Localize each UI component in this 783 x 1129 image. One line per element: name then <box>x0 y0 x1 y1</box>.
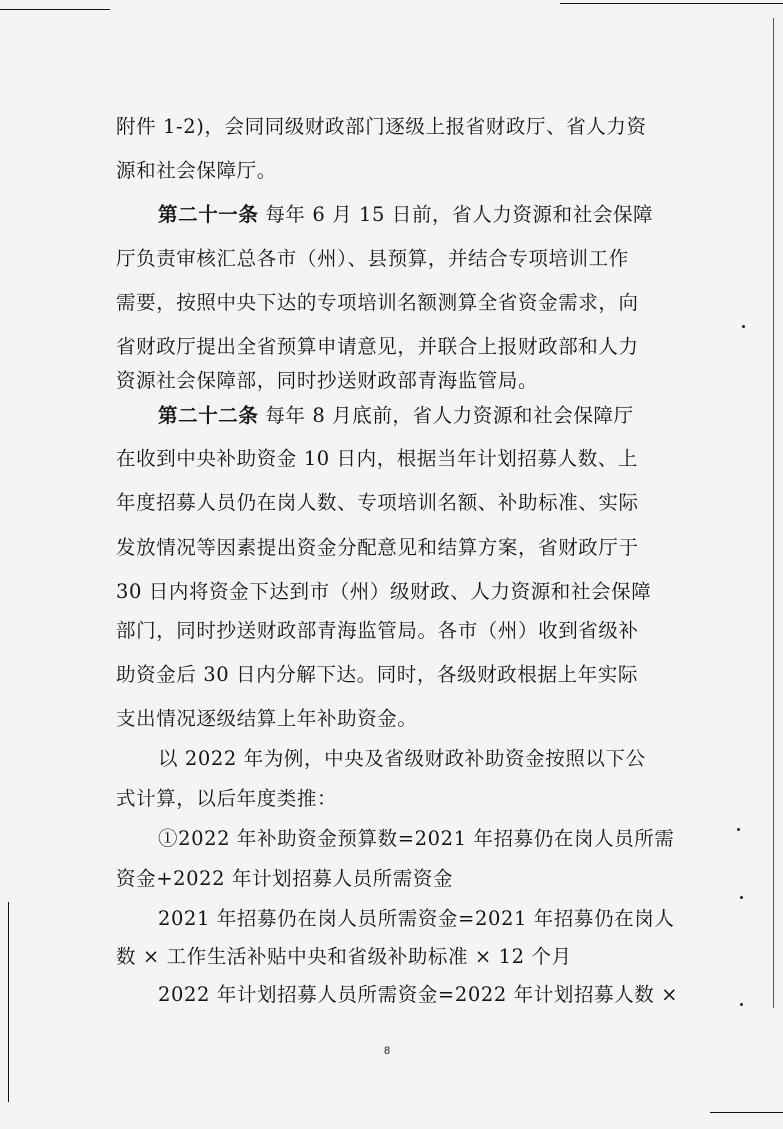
text-line: 式计算，以后年度类推： <box>116 787 338 810</box>
formula-line: 2022 年计划招募人员所需资金=2022 年计划招募人数 × <box>158 983 679 1006</box>
scan-edge-top <box>0 9 110 10</box>
formula-line: ①2022 年补助资金预算数=2021 年招募仍在岗人员所需 <box>158 827 675 850</box>
text-line: 部门，同时抄送财政部青海监管局。各市（州）收到省级补 <box>116 619 639 642</box>
scan-edge-top-right <box>560 3 783 4</box>
text-line: 省财政厅提出全省预算申请意见，并联合上报财政部和人力 <box>116 335 639 358</box>
page-number: 8 <box>384 1045 391 1057</box>
text-line: 年度招募人员仍在岗人数、专项培训名额、补助标准、实际 <box>116 491 639 514</box>
scan-speck <box>740 896 743 899</box>
scan-speck <box>740 1003 743 1006</box>
scan-speck <box>737 828 740 831</box>
text-line: 助资金后 30 日内分解下达。同时，各级财政根据上年实际 <box>116 663 639 686</box>
text-line: 支出情况逐级结算上年补助资金。 <box>116 707 418 730</box>
text-line: 源和社会保障厅。 <box>116 159 277 182</box>
text-line: 30 日内将资金下达到市（州）级财政、人力资源和社会保障 <box>116 580 652 603</box>
article-21-line <box>158 202 654 228</box>
scan-edge-left <box>8 902 9 1102</box>
article-22-heading: 第二十二条 <box>158 404 259 427</box>
text-line: 每年 8 月底前，省人力资源和社会保障厅 <box>265 404 634 427</box>
text-line: 以 2022 年为例，中央及省级财政补助资金按照以下公 <box>158 747 646 770</box>
text-line: 资源社会保障部，同时抄送财政部青海监管局。 <box>116 369 539 392</box>
text-line: 在收到中央补助资金 10 日内，根据当年计划招募人数、上 <box>116 447 639 470</box>
formula-line: 数 × 工作生活补贴中央和省级补助标准 × 12 个月 <box>116 945 572 968</box>
formula-line: 2021 年招募仍在岗人员所需资金=2021 年招募仍在岗人 <box>158 907 675 930</box>
scan-edge-bottom <box>710 1112 783 1113</box>
formula-line: 资金+2022 年计划招募人员所需资金 <box>116 867 454 890</box>
text-line: 每年 6 月 15 日前，省人力资源和社会保障 <box>265 203 654 226</box>
text-line: 发放情况等因素提出资金分配意见和结算方案，省财政厅于 <box>116 536 639 559</box>
text-line: 需要，按照中央下达的专项培训名额测算全省资金需求，向 <box>116 291 639 314</box>
article-21-heading: 第二十一条 <box>158 203 259 226</box>
text-line: 附件 1-2)，会同同级财政部门逐级上报省财政厅、省人力资 <box>116 115 647 138</box>
article-22-line <box>158 403 638 429</box>
scan-speck <box>742 325 745 328</box>
text-line: 厅负责审核汇总各市（州）、县预算，并结合专项培训工作 <box>116 247 629 270</box>
scan-edge-right <box>773 18 774 1008</box>
